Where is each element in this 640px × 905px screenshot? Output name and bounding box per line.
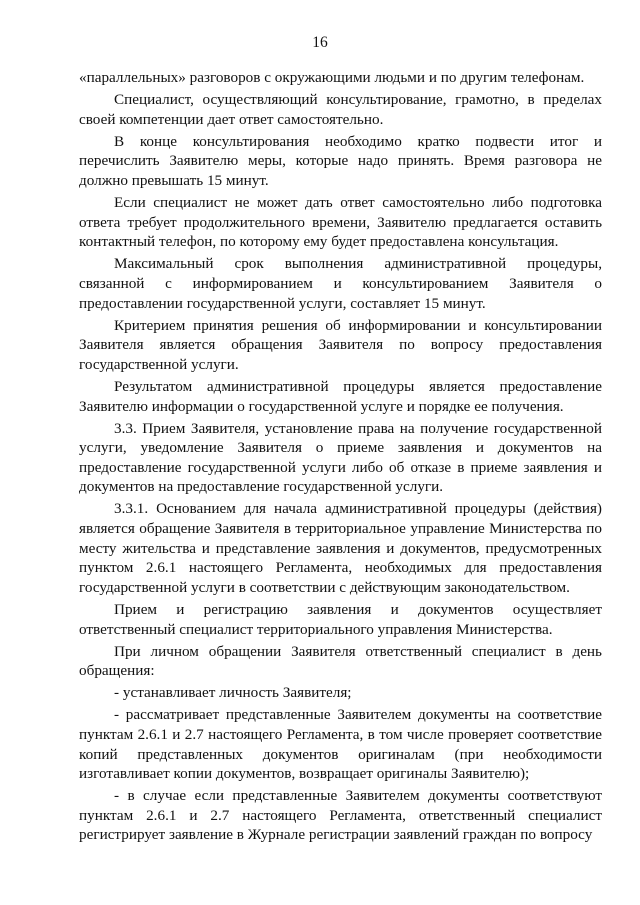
page-number: 16: [312, 34, 328, 51]
paragraph: Прием и регистрацию заявления и документов осуществляет ответственный специалист территориального управления Министерства.: [79, 600, 602, 638]
paragraph: Максимальный срок выполнения административной процедуры, связанной с информированием и консультированием Заявителя о предоставлении государственной услуги, составляет 15 минут.: [79, 255, 602, 312]
paragraph: Критерием принятия решения об информировании и консультировании Заявителя является обращения Заявителя по вопросу предоставления государственной услуги.: [79, 316, 602, 373]
document-body: [79, 68, 602, 848]
paragraph: При личном обращении Заявителя ответственный специалист в день обращения:: [79, 642, 602, 680]
paragraph: 3.3.1. Основанием для начала административной процедуры (действия) является обращение Заявителя в территориальное управление Министерства по месту жительства и представление заявления и документов, предусмотренных пунктом 2.6.1 настоящего Регламента, необходимых для предоставления государственной услуги в соответствии с действующим законодательством.: [79, 500, 602, 596]
paragraph: «параллельных» разговоров с окружающими людьми и по другим телефонам.: [79, 69, 585, 86]
paragraph: В конце консультирования необходимо кратко подвести итог и перечислить Заявителю меры, которые надо принять. Время разговора не должно превышать 15 минут.: [79, 132, 602, 189]
paragraph: Если специалист не может дать ответ самостоятельно либо подготовка ответа требует продолжительного времени, Заявителю предлагается оставить контактный телефон, по которому ему будет предоставлена консультация.: [79, 194, 602, 251]
paragraph: Специалист, осуществляющий консультирование, грамотно, в пределах своей компетенции дает ответ самостоятельно.: [79, 91, 602, 128]
paragraph: - рассматривает представленные Заявителем документы на соответствие пунктам 2.6.1 и 2.7 настоящего Регламента, в том числе проверяет соответствие копий представленных документов оригиналам (при необходимости изготавливает копии документов, возвращает оригиналы Заявителю);: [79, 706, 602, 783]
paragraph: 3.3. Прием Заявителя, установление права на получение государственной услуги, уведомление Заявителя о приеме заявления и документов на предоставление государственной услуги либо об отказе в приеме заявления и документов на предоставление государственной услуги.: [79, 419, 602, 496]
paragraph: - устанавливает личность Заявителя;: [114, 684, 352, 702]
paragraph: Результатом административной процедуры является предоставление Заявителю информации о государственной услуге и порядке ее получения.: [79, 377, 602, 415]
paragraph: - в случае если представленные Заявителем документы соответствуют пунктам 2.6.1 и 2.7 настоящего Регламента, ответственный специалист регистрирует заявление в Журнале регистрации заявлений граждан по вопросу: [79, 787, 602, 844]
